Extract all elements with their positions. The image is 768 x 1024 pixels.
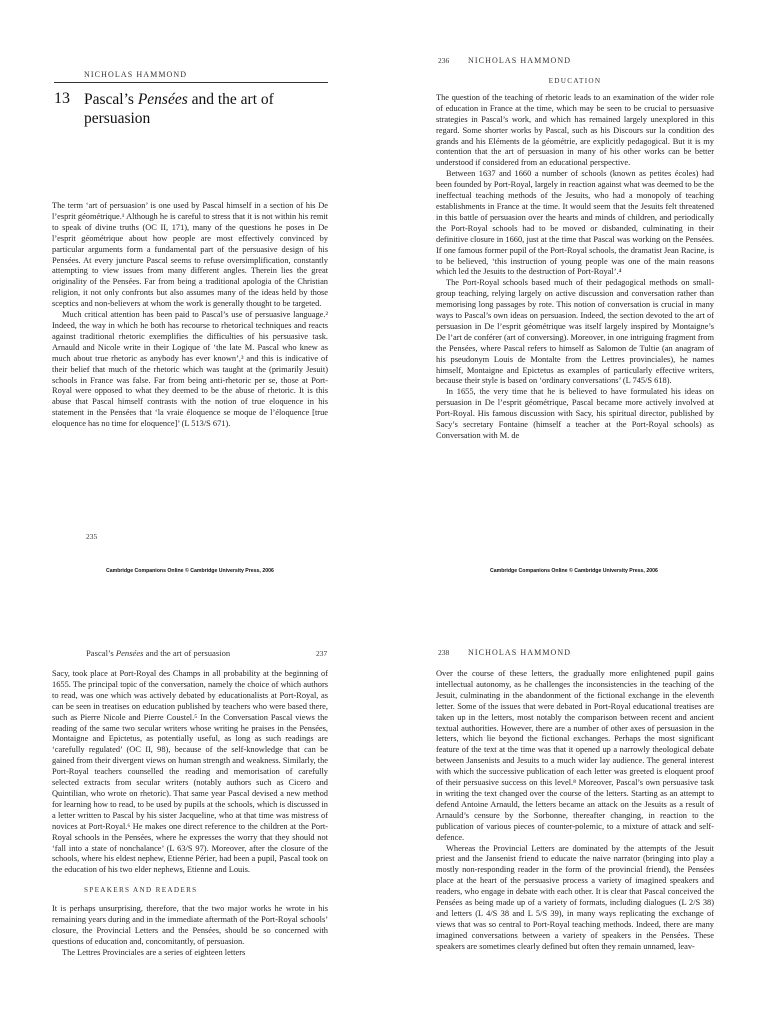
paragraph: Whereas the Provincial Letters are dominated by the attempts of the Jesuit priest and the Jansenist friend to educate the naive narrator (bringing into play a mostly non-responding reader in the form of the provincial friend), the Pensées place at the heart of the persuasive process a variety of imagined speakers and readers, who engage in debate with each other. It is clear that Pascal conceived the Pensées as being made up of a variety of formats, including dialogues (L 2/S 38) and letters (L 4/S 38 and L 5/S 39), in many ways replicating the exchange of views that was so central to Port-Royal teaching methods. Indeed, there are many imagined conversations between a variety of speakers in the Pensées. These speakers are sometimes clearly defined but often they remain unnamed, leav- [436, 843, 714, 951]
page-number: 236 [438, 56, 450, 65]
chapter-title-part: Pascal’s [84, 91, 138, 108]
copyright-footer: Cambridge Companions Online © Cambridge University Press, 2006 [490, 568, 658, 574]
running-head-italic: Pensées [115, 648, 144, 658]
page-number: 235 [86, 532, 98, 541]
copyright-footer: Cambridge Companions Online © Cambridge University Press, 2006 [106, 568, 274, 574]
paragraph: The question of the teaching of rhetoric leads to an examination of the wider role of education in France at the time, which may be seen to be crucial to persuasive strategies in Pascal’s work, and which has remained largely unexplored in this regard. Some shorter works by Pascal, such as his Discours sur la condition des grands and his Eléments de la géométrie, are explicitly pedagogical. But it is my contention that the art of persuasion in many of his other works can be better understood if considered from an educational perspective. [436, 92, 714, 168]
paragraph: The term ‘art of persuasion’ is one used by Pascal himself in a section of his De l’esprit géométrique.¹ Although he is careful to stress that it is not within his remit to speak of divine truths (OC II, 171), many of the questions he poses in De l’esprit géométrique about how people are most effectively convinced by particular arguments form a fundamental part of the persuasive design of his Pensées. At every juncture Pascal seems to refuse oversimplification, constantly attempting to view issues from many different angles. Therein lies the great originality of the Pensées. Far from being a traditional apologia of the Christian religion, it not only confronts but also assumes many of the ideas held by those sceptics and non-believers at whom the work is generally thought to be targeted. [52, 201, 328, 309]
running-head: NICHOLAS HAMMOND [468, 648, 572, 657]
paragraph: The Lettres Provinciales are a series of eighteen letters [62, 947, 246, 957]
page-237 [0, 512, 384, 1024]
page-238-body [436, 669, 714, 953]
page-235 [0, 0, 384, 574]
chapter-title [84, 90, 324, 128]
paragraph: It is perhaps unsurprising, therefore, that the two major works he wrote in his remaining years during and in the immediate aftermath of the Port-Royal schools’ closure, the Provincial Letters and the Pensées, should be so concerned with questions of education and, concomitantly, of persuasion. [52, 904, 328, 946]
chapter-title-italic: Pensées [137, 91, 188, 108]
page-number: 237 [316, 649, 328, 658]
heading-rule [54, 82, 328, 83]
running-head-part: Pascal’s [86, 648, 116, 658]
paragraph: In 1655, the very time that he is believed to have formulated his ideas on persuasion in De l’esprit géométrique, Pascal became more actively involved at Port-Royal. His famous discussion with Sacy, his spiritual director, published by Sacy’s secretary Fontaine (himself a teacher at the Port-Royal schools) as Conversation with M. de [436, 387, 714, 440]
paragraph: Over the course of these letters, the gradually more enlightened pupil gains intellectual autonomy, as he challenges the inconsistencies in the teaching of the Jesuit, culminating in the abandonment of the fictional exchange in the eleventh letter. Some of the issues that were debated in Port-Royal educational treatises are taken up in the letters, most notably the comparison between recent and ancient textual authorities. However, there are a number of other axes of persuasion in the letters, which lie beyond the fictional exchanges. Perhaps the most significant feature of the text at the time was that it opened up a narrowly theological debate between Jansenists and Jesuits to a much wider lay audience. The general interest with which the successive publication of each letter was greeted is eloquent proof of their persuasive success on this level.⁸ Moreover, Pascal’s own persuasive task in writing the text changed over the course of the letters. Starting as an attempt to defend Antoine Arnauld, the letters became an attack on the Jesuits as a result of Arnauld’s censure by the Sorbonne, thereafter changing, in reaction to the publication of various pieces of counter-polemic, to a mixture of attack and self-defence. [436, 669, 714, 842]
page-238 [384, 512, 768, 1024]
running-head-part: and the art of persuasion [143, 648, 231, 658]
paragraph: Between 1637 and 1660 a number of schools (known as petites écoles) had been founded by Port-Royal, largely in reaction against what was deemed to be the ineffectual teaching methods of the Jesuits, who had a monopoly of teaching establishments in France at the time. It would seem that the Jesuits felt threatened in this battle of persuasion over the hearts and minds of children, and periodically the Port-Royal schools had to be moved or disbanded, culminating in their definitive closure in 1660, just at the time that Pascal was working on the Pensées. If one famous former pupil of the Port-Royal schools, the dramatist Jean Racine, is to be believed, ‘this instruction of young people was one of the main reasons which led the Jesuits to the destruction of Port-Royal’.⁴ [436, 169, 714, 277]
page-235-body [52, 201, 328, 430]
page-237-body [52, 669, 328, 959]
running-head [86, 648, 230, 658]
paragraph: The Port-Royal schools based much of their pedagogical methods on small-group teaching, relying largely on active discussion and conversation rather than memorising long passages by rote. This notion of conversation is crucial in many ways to Pascal’s own ideas on persuasion. Indeed, the section devoted to the art of persuasion in De l’esprit géométrique was itself largely inspired by Montaigne’s De l’art de conférer (art of conversing). Moreover, in one intriguing fragment from the Pensées, where Pascal refers to himself as Salomon de Tultie (an anagram of his pseudonym Louis de Montalte from the Lettres provinciales), he names himself, Montaigne and Epictetus as examples of particularly effective writers, because their style is based on ‘ordinary conversations’ (L 745/S 618). [436, 278, 714, 386]
chapter-number: 13 [54, 90, 70, 107]
chapter-author: NICHOLAS HAMMOND [84, 70, 188, 79]
running-head: NICHOLAS HAMMOND [468, 56, 572, 65]
paragraph: Much critical attention has been paid to Pascal’s use of persuasive language.² Indeed, the way in which he both has recourse to rhetorical techniques and reacts against traditional rhetoric exemplifies the difficulties of his persuasive task. Arnauld and Nicole write in their Logique of ‘the late M. Pascal who knew as much about true rhetoric as anybody has ever known’,³ and this is indicative of their belief that much of the rhetoric which was taught at the (primarily Jesuit) schools in France was false. Far from being anti-rhetoric per se, those at Port-Royal were opposed to what they deemed to be the abuse of rhetoric. It is this abuse that Pascal himself contrasts with the notion of true eloquence in his statement in the Pensées that ‘la vraie éloquence se moque de l’éloquence [true eloquence has no time for eloquence]’ (L 513/S 671). [52, 310, 328, 429]
chapter-title-part: and the art of persuasion [84, 91, 274, 127]
section-heading: SPEAKERS AND READERS [84, 886, 198, 895]
page-236 [384, 0, 768, 574]
page-number: 238 [438, 648, 450, 657]
section-heading: EDUCATION [548, 77, 602, 85]
page-236-body [436, 76, 714, 442]
paragraph: Sacy, took place at Port-Royal des Champs in all probability at the beginning of 1655. The principal topic of the conversation, namely the choice of which authors to read, was one which was actively debated by educationalists at Port-Royal, as can be seen in treatises on education published by teachers who were based there, such as Pierre Nicole and Pierre Coustel.⁵ In the Conversation Pascal views the reading of the same two secular writers whose writing he praises in the Pensées, Montaigne and Epictetus, as potentially useful, as long as such readings are ‘carefully regulated’ (OC II, 98), because of the self-knowledge that can be gained from their divergent views on human strength and weakness. Similarly, the Port-Royal teachers counselled the reading and memorisation of carefully selected extracts from secular writers (notably authors such as Cicero and Quintilian, who wrote on rhetoric). That same year Pascal devised a new method for learning how to read, to be used by pupils at the schools, which is discussed in a letter written to Pascal by his sister Jacqueline, who at that time was mistress of novices at Port-Royal.⁶ He makes one direct reference to the children at the Port-Royal schools in the Pensées, where he expresses the worry that they should not ‘fall into a state of nonchalance’ (L 63/S 97). Moreover, after the closure of the schools, where his eldest nephew, Etienne Périer, had been a pupil, Pascal took on the education of his two elder nephews, Etienne and Louis. [52, 669, 328, 875]
